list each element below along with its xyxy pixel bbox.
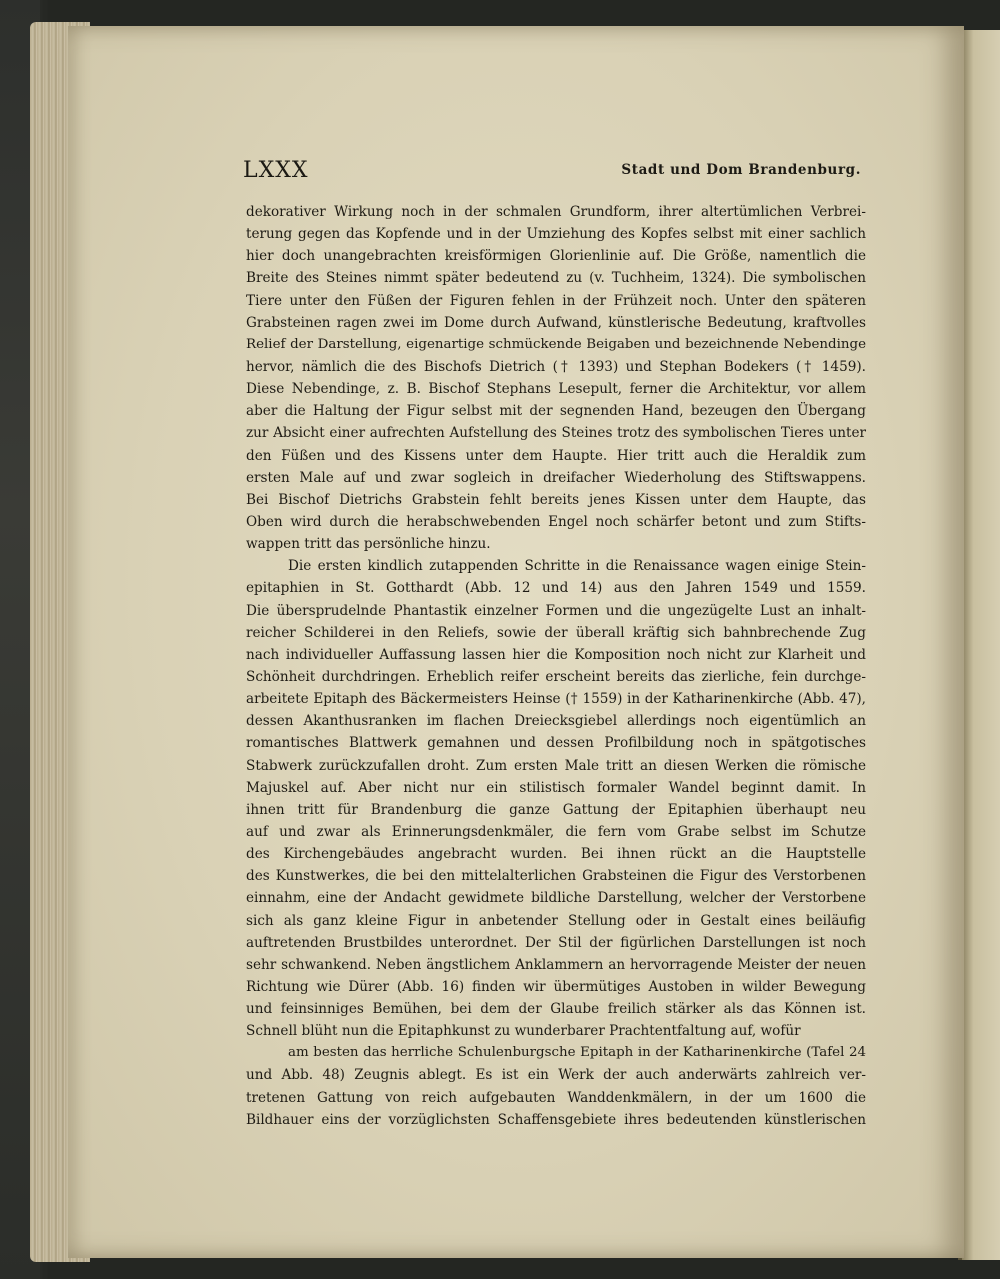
text-line: wappen tritt das persönliche hinzu. xyxy=(246,536,491,553)
text-line: Grabsteinen ragen zwei im Dome durch Aufwand, künstlerische Bedeutung, kraftvolles xyxy=(246,314,866,331)
text-line: Schönheit durchdringen. Erheblich reifer erscheint bereits das zierliche, fein durchge- xyxy=(246,668,866,685)
text-line: Bei Bischof Dietrichs Grabstein fehlt bereits jenes Kissen unter dem Haupte, das xyxy=(246,491,866,508)
text-line xyxy=(246,1131,866,1153)
text-line: dekorativer Wirkung noch in der schmalen Grundform, ihrer altertümlichen Verbrei- xyxy=(246,204,866,220)
text-line: Richtung wie Dürer (Abb. 16) finden wir übermütiges Austoben in wilder Bewegung xyxy=(246,978,866,995)
paragraph-start-line: am besten das herrliche Schulenburgsche Epitaph in der Katharinenkirche (Tafel 24 xyxy=(288,1045,866,1061)
text-line: einnahm, eine der Andacht gewidmete bildliche Darstellung, welcher der Verstorbene xyxy=(246,890,866,907)
text-line: aber die Haltung der Figur selbst mit der segnenden Hand, bezeugen den Übergang xyxy=(246,403,866,420)
page-header xyxy=(243,158,865,188)
text-line: den Füßen und des Kissens unter dem Haupte. Hier tritt auch die Heraldik zum xyxy=(246,447,866,464)
text-line: auf und zwar als Erinnerungsdenkmäler, die fern vom Grabe selbst im Schutze xyxy=(246,823,866,840)
text-line: Majuskel auf. Aber nicht nur ein stilistisch formaler Wandel beginnt damit. In xyxy=(246,779,866,796)
text-line: sehr schwankend. Neben ängstlichem Anklammern an hervorragende Meister der neuen xyxy=(246,956,866,973)
text-line: tretenen Gattung von reich aufgebauten Wanddenkmälern, in der um 1600 die xyxy=(246,1089,866,1106)
text-line: ersten Male auf und zwar sogleich in dreifacher Wiederholung des Stiftswappens. xyxy=(246,469,866,486)
text-line: nach individueller Auffassung lassen hier die Komposition noch nicht zur Klarheit und xyxy=(246,646,866,663)
text-line: des Kunstwerkes, die bei den mittelalterlichen Grabsteinen die Figur des Verstorbenen xyxy=(246,868,866,885)
text-line: Bildhauer eins der vorzüglichsten Schaffensgebiete ihres bedeutenden künstlerischen xyxy=(246,1111,866,1128)
text-line: hier doch unangebrachten kreisförmigen Glorienlinie auf. Die Größe, namentlich die xyxy=(246,248,866,265)
text-line: epitaphien in St. Gotthardt (Abb. 12 und 14) aus den Jahren 1549 und 1559. xyxy=(246,580,866,597)
running-head: Stadt und Dom Brandenburg. xyxy=(621,162,861,178)
text-line: Breite des Steines nimmt später bedeutend zu (v. Tuchheim, 1324). Die symbolischen xyxy=(246,270,866,287)
text-line: zur Absicht einer aufrechten Aufstellung des Steines trotz des symbolischen Tieres unter xyxy=(246,425,866,442)
paragraph-start-line: Die ersten kindlich zutappenden Schritte in die Renaissance wagen einige Stein- xyxy=(288,558,866,575)
text-line: dessen Akanthusranken im flachen Dreiecksgiebel allerdings noch eigentümlich an xyxy=(246,713,866,730)
text-line: Oben wird durch die herabschwebenden Engel noch schärfer betont und zum Stifts- xyxy=(246,513,866,530)
text-line: ihnen tritt für Brandenburg die ganze Gattung der Epitaphien überhaupt neu xyxy=(246,801,866,818)
facing-page-edge xyxy=(962,30,1000,1260)
text-line: Schnell blüht nun die Epitaphkunst zu wunderbarer Prachtentfaltung auf, wofür xyxy=(246,1023,801,1040)
text-line: arbeitete Epitaph des Bäckermeisters Heinse († 1559) in der Katharinenkirche (Abb. 47), xyxy=(246,691,866,708)
text-line: Stabwerk zurückzufallen droht. Zum ersten Male tritt an diesen Werken die römische xyxy=(246,757,866,774)
text-line: romantisches Blattwerk gemahnen und dessen Profilbildung noch in spätgotisches xyxy=(246,735,866,752)
text-line: hervor, nämlich die des Bischofs Dietrich († 1393) und Stephan Bodekers († 1459). xyxy=(246,358,866,375)
text-line: sich als ganz kleine Figur in anbetender Stellung oder in Gestalt eines beiläufig xyxy=(246,912,866,929)
text-line: des Kirchengebäudes angebracht wurden. Bei ihnen rückt an die Hauptstelle xyxy=(246,846,866,863)
text-line: und feinsinniges Bemühen, bei dem der Glaube freilich stärker als das Können ist. xyxy=(246,1001,866,1018)
text-line: auftretenden Brustbildes unterordnet. Der Stil der figürlichen Darstellungen ist noch xyxy=(246,934,866,951)
text-line: reicher Schilderei in den Reliefs, sowie der überall kräftig sich bahnbrechende Zug xyxy=(246,624,866,641)
text-line: Tiere unter den Füßen der Figuren fehlen in der Frühzeit noch. Unter den späteren xyxy=(246,292,866,309)
text-line: terung gegen das Kopfende und in der Umziehung des Kopfes selbst mit einer sachlich xyxy=(246,226,866,243)
text-line: Die übersprudelnde Phantastik einzelner Formen und die ungezügelte Lust an inhalt- xyxy=(246,602,866,619)
body-text xyxy=(246,201,866,1153)
text-line: und Abb. 48) Zeugnis ablegt. Es ist ein Werk der auch anderwärts zahlreich ver- xyxy=(246,1067,866,1084)
page-number: LXXX xyxy=(243,158,309,183)
text-line: Diese Nebendinge, z. B. Bischof Stephans Lesepult, ferner die Architektur, vor allem xyxy=(246,381,866,398)
text-line: Relief der Darstellung, eigenartige schmückende Beigaben und bezeichnende Nebendinge xyxy=(246,336,866,352)
